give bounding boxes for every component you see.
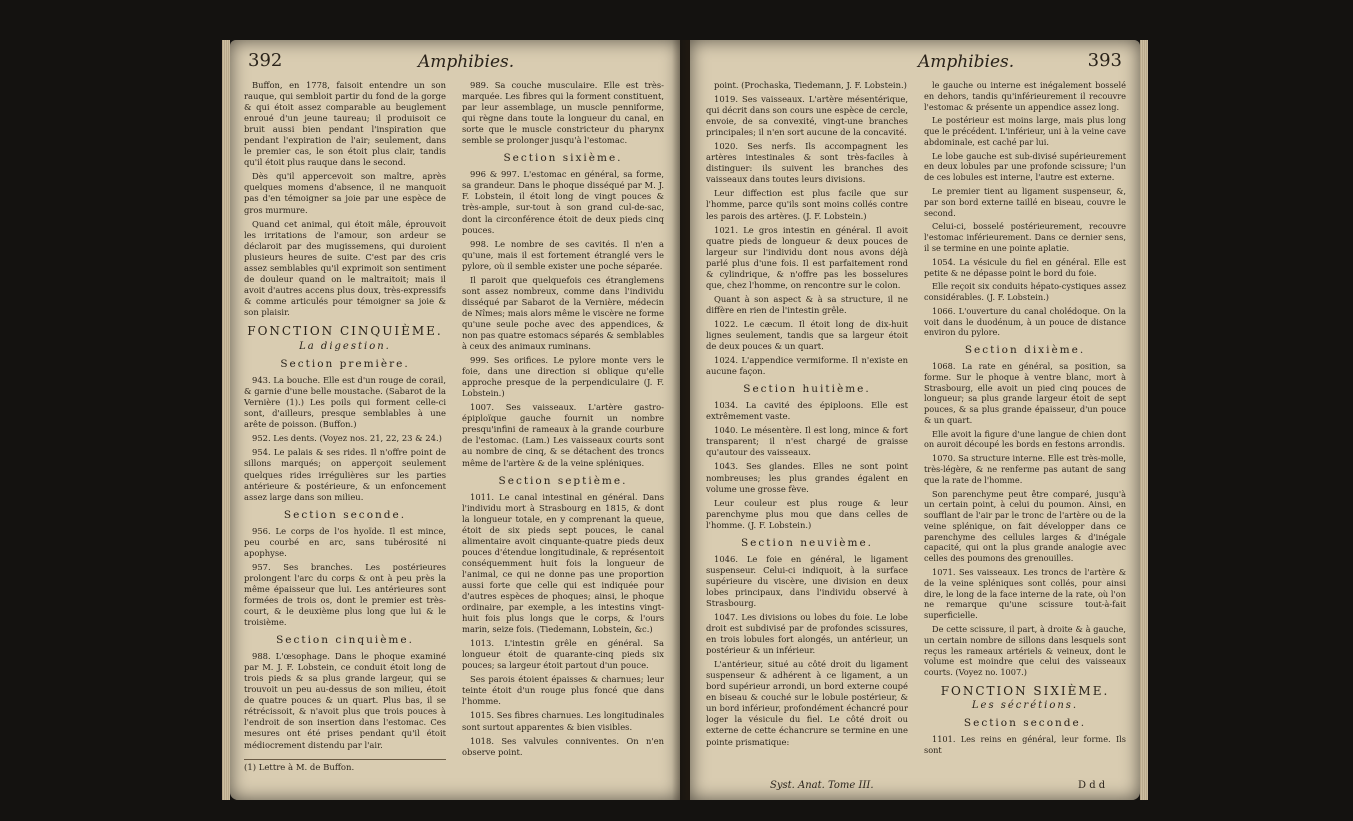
paragraph: 943. La bouche. Elle est d'un rouge de corail, & garnie d'une belle moustache. (Sabarot de la Vernière (1).) Les poils qui forment celle-ci sont, d'ailleurs, presque semblables à une arête de poisson. (Buffon.) [244,375,446,430]
paragraph: Le premier tient au ligament suspenseur, &, par son bord externe taillé en biseau, couvre le second. [924,186,1126,218]
paragraph: L'antérieur, situé au côté droit du ligament suspenseur & adhérent à ce ligament, a un bord supérieur arrondi, un bord externe coupé en biseau & couché sur le lobule postérieur, & un bord inférieur, profondément échancré pour loger la vésicule du fiel. Le côté droit ou externe de cette échancrure se termine en une pointe prismatique: [706,659,908,747]
paragraph: 1007. Ses vaisseaux. L'artère gastro-épiploïque gauche fournit un nombre presqu'infini de rameaux à la grande courbure de l'estomac. (Lam.) Les vaisseaux courts sont au nombre de cinq, & se détachent des troncs même de l'artère & de la veine spléniques. [462,402,664,468]
paragraph: Il paroit que quelquefois ces étranglemens sont assez nombreux, comme dans l'individu disséqué par Sabarot de la Vernière, médecin de Nîmes; mais alors même le viscère ne forme qu'une seule poche avec des appendices, & non pas quatre estomacs séparés & semblables à ceux des animaux ruminans. [462,274,664,352]
function-heading: FONCTION CINQUIÈME. [247,323,443,338]
paragraph: 957. Ses branches. Les postérieures prolongent l'arc du corps & ont à peu près la même épaisseur que lui. Les antérieures sont formées de trois os, dont le premier est très-court, & le deuxième plus long que lui & le troisième. [244,561,446,628]
paragraph: 1066. L'ouverture du canal cholédoque. On la voit dans le duodénum, à un pouce de distance environ du pylore. [924,305,1126,338]
right-column-1 [706,80,908,751]
footnote: (1) Lettre à M. de Buffon. [244,759,446,774]
paragraph: 956. Le corps de l'os hyoïde. Il est mince, peu courbé en arc, sans tubérosité ni apophyse. [244,525,446,558]
left-running-head: Amphibies. [418,52,515,72]
paragraph: 1013. L'intestin grêle en général. Sa longueur étoit de quarante-cinq pieds six pouces; sa largeur étoit partout d'un pouce. [462,638,664,671]
section-heading: Section sixième. [503,152,623,165]
paragraph: Elle avoit la figure d'une langue de chien dont on auroit découpé les bords en festons arrondis. [924,428,1126,450]
subheading: La digestion. [299,341,391,353]
paragraph: 954. Le palais & ses rides. Il n'offre point de sillons marqués; on apperçoit seulement quelques rides irrégulières sur les parties antérieure & postérieure, & un enfoncement assez large dans son milieu. [244,447,446,502]
section-heading: Section neuvième. [740,536,874,549]
paragraph: 1020. Ses nerfs. Ils accompagnent les artères intestinales & sont très-faciles à distinguer: ils suivent les branches des vaisseaux dans toutes leurs divisions. [706,141,908,185]
paragraph: le gauche ou interne est inégalement bosselé en dehors, tandis qu'inférieurement il recouvre l'estomac & présente un appendice assez long. [924,80,1126,112]
right-running-head: Amphibies. [918,52,1015,72]
left-column-2 [462,80,664,761]
paragraph: 999. Ses orifices. Le pylore monte vers le foie, dans une direction si oblique qu'elle approche presque de la perpendiculaire (J. F. Lobstein.) [462,355,664,399]
paragraph: 1047. Les divisions ou lobes du foie. Le lobe droit est subdivisé par de profondes scissures, en trois lobules fort alongés, un antérieur, un postérieur & un inférieur. [706,612,908,656]
paragraph: 1101. Les reins en général, leur forme. Ils sont [924,734,1126,755]
paragraph: point. (Prochaska, Tiedemann, J. F. Lobstein.) [714,80,907,90]
paragraph: 1046. Le foie en général, le ligament suspenseur. Celui-ci indiquoit, à la surface supérieure du viscère, une division en deux lobes principaux, dans l'individu observé à Strasbourg. [706,553,908,608]
right-page-number: 393 [1087,50,1122,71]
paragraph: 998. Le nombre de ses cavités. Il n'en a qu'une, mais il est fortement étranglé vers le pylore, où il semble exister une poche séparée. [462,238,664,271]
left-page-header [248,50,662,76]
right-column-2 [924,80,1126,759]
paragraph: 1068. La rate en général, sa position, sa forme. Sur le phoque à ventre blanc, mort à Strasbourg, elle avoit un pied cinq pouces de longueur; sa plus grande largeur étoit de sept pouces, & sa plus grande épaisseur, d'un pouce & un quart. [924,360,1126,425]
paragraph: 1018. Ses valvules conniventes. On n'en observe point. [462,735,664,757]
paragraph: De cette scissure, il part, à droite & à gauche, un certain nombre de sillons dans lesquels sont reçus les rameaux artériels & veineux, dont le volume est moindre que celui des vaisseaux courts. (Voyez no. 1007.) [924,623,1126,678]
section-heading: Section dixième. [964,344,1086,357]
paragraph: 1021. Le gros intestin en général. Il avoit quatre pieds de longueur & deux pouces de largeur sur l'individu dont nous avons déjà parlé plus d'une fois. Il est parfaitement rond & cylindrique, & n'offre pas les bosselures que, chez l'homme, on rencontre sur le colon. [706,224,908,290]
right-page-edge [1140,40,1148,800]
paragraph: 996 & 997. L'estomac en général, sa forme, sa grandeur. Dans le phoque disséqué par M. J. F. Lobstein, il étoit long de vingt pouces & très-ample, sur-tout à son grand cul-de-sac, dont la circonférence étoit de deux pieds cinq pouces. [462,169,664,235]
paragraph: 989. Sa couche musculaire. Elle est très-marquée. Les fibres qui la forment constituent, par leur assemblage, un muscle penniforme, qui règne dans toute la longueur du canal, en sorte que le muscle constricteur du pharynx semble se prolonger jusqu'à l'estomac. [462,80,664,146]
paragraph: Le postérieur est moins large, mais plus long que le précédent. L'inférieur, uni à la veine cave abdominale, est caché par lui. [924,115,1126,147]
section-heading: Section seconde. [283,508,407,521]
paragraph: 1071. Ses vaisseaux. Les troncs de l'artère & de la veine spléniques sont collés, pour ainsi dire, le long de la face interne de la rate, où l'on ne remarque qu'une scissure tout-à-fait superficielle. [924,567,1126,621]
paragraph: 1024. L'appendice vermiforme. Il n'existe en aucune façon. [706,355,908,377]
paragraph: Le lobe gauche est sub-divisé supérieurement en deux lobules par une profonde scissure; l'un de ces lobules est interne, l'autre est externe. [924,150,1126,183]
paragraph: Ses parois étoient épaisses & charnues; leur teinte étoit d'un rouge plus foncé que dans l'homme. [462,674,664,707]
subheading: Les sécrétions. [971,699,1079,711]
paragraph: 1015. Ses fibres charnues. Les longitudinales sont surtout apparentes & bien visibles. [462,710,664,732]
signature-line: Syst. Anat. Tome III. [770,780,874,791]
section-heading: Section cinquième. [276,634,414,647]
paragraph: Leur diffection est plus facile que sur l'homme, parce qu'ils sont moins collés contre les parois des artères. (J. F. Lobstein.) [706,188,908,221]
section-heading: Section première. [280,358,410,371]
paragraph: Dès qu'il appercevoit son maître, après quelques momens d'absence, il ne manquoit pas d'en témoigner sa joie par une espèce de gros murmure. [244,171,446,215]
paragraph: 1070. Sa structure interne. Elle est très-molle, très-légère, & ne renferme pas autant de sang que la rate de l'homme. [924,453,1126,485]
paragraph: Quant à son aspect & à sa structure, il ne diffère en rien de l'intestin grêle. [706,293,908,315]
section-heading: Section seconde. [963,717,1087,730]
paragraph: 1040. Le mésentère. Il est long, mince & fort transparent; il n'est chargé de graisse qu'autour des vaisseaux. [706,425,908,458]
left-column-1 [244,80,446,777]
right-page [690,40,1140,800]
paragraph: 952. Les dents. (Voyez nos. 21, 22, 23 & 24.) [252,433,442,444]
paragraph: Leur couleur est plus rouge & leur parenchyme plus mou que dans celles de l'homme. (J. F. Lobstein.) [706,497,908,530]
catchword: D d d [1078,780,1106,791]
paragraph: Buffon, en 1778, faisoit entendre un son rauque, qui sembloit partir du fond de la gorge & qui étoit assez comparable au beuglement enroué d'un jeune taureau; il produisoit ce bruit aussi bien pendant l'inspiration que pendant l'expiration de l'air; seulement, dans le premier cas, le son étoit plus clair, tandis qu'il étoit plus rauque dans le second. [244,80,446,168]
paragraph: 1054. La vésicule du fiel en général. Elle est petite & ne dépasse point le bord du foie. [924,256,1126,278]
paragraph: 1043. Ses glandes. Elles ne sont point nombreuses; les plus grandes égalent en volume une grosse fève. [706,461,908,494]
paragraph: Elle reçoit six conduits hépato-cystiques assez considérables. (J. F. Lobstein.) [924,281,1126,303]
paragraph: 1019. Ses vaisseaux. L'artère mésentérique, qui décrit dans son cours une espèce de cercle, envoie, de sa convexité, vingt-une branches principales; il n'en sort aucune de la concavité. [706,94,908,138]
paragraph: 1022. Le cæcum. Il étoit long de dix-huit lignes seulement, tandis que sa largeur étoit de deux pouces & un quart. [706,318,908,352]
left-page-number: 392 [248,50,283,71]
paragraph: Celui-ci, bosselé postérieurement, recouvre l'estomac inférieurement. Dans ce dernier sens, il se termine en une pointe aplatie. [924,221,1126,253]
paragraph: 1034. La cavité des épiploons. Elle est extrêmement vaste. [706,400,908,422]
left-page [230,40,680,800]
function-heading: FONCTION SIXIÈME. [940,683,1110,698]
right-page-header [708,50,1122,76]
paragraph: 1011. Le canal intestinal en général. Dans l'individu mort à Strasbourg en 1815, & dont la longueur totale, en y comprenant la queue, étoit de six pieds sept pouces, le canal alimentaire avoit cinquante-quatre pieds deux pouces d'étendue longitudinale, & représentoit conséquemment huit fois la longueur de l'animal, ce qui ne donne pas une proportion aussi forte que celle qui est indiquée pour d'autres espèces de phoques; ainsi, le phoque ordinaire, par exemple, a les intestins vingt-huit fois plus longs que le corps, & l'ours marin, seize fois. (Tiedemann, Lobstein, &c.) [462,491,664,635]
left-page-edge [222,40,230,800]
paragraph: 988. L'œsophage. Dans le phoque examiné par M. J. F. Lobstein, ce conduit étoit long de trois pieds & sa plus grande largeur, qui se trouvoit un peu au-dessus de son milieu, étoit de quatre pouces & un quart. Plus bas, il se rétrécissoit, & n'avoit plus que trois pouces à l'endroit de son insertion dans l'estomac. Ces mesures ont été prises pendant qu'il étoit médiocrement distendu par l'air. [244,651,446,750]
paragraph: Son parenchyme peut être comparé, jusqu'à un certain point, à celui du poumon. Ainsi, en soufflant de l'air par le tronc de l'artère ou de la veine splénique, on fait développer dans ce parenchyme des cellules larges & d'inégale capacité, qui ont la plus grande analogie avec celles des poumons des grenouilles. [924,488,1126,564]
section-heading: Section septième. [498,474,628,487]
section-heading: Section huitième. [743,383,871,396]
paragraph: Quand cet animal, qui étoit mâle, éprouvoit les irritations de l'amour, son ardeur se déclaroit par des mugissemens, qui duroient plusieurs heures de suite. C'est par des cris assez semblables qu'il exprimoit son sentiment de douleur quand on le maltraitoit; mais il avoit d'autres accens plus doux, très-expressifs & comme articulés pour témoigner sa joie & son plaisir. [244,218,446,317]
